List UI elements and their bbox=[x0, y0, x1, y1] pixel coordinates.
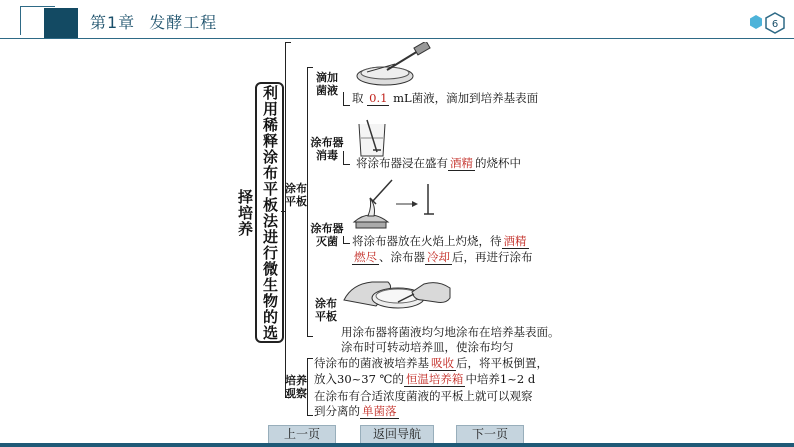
step-label-sterilize: 涂布器 灭菌 bbox=[310, 222, 344, 248]
step-connector bbox=[343, 151, 344, 165]
main-branch-line bbox=[285, 42, 286, 398]
pipette-dish-illustration bbox=[345, 42, 435, 90]
step-tick bbox=[307, 67, 313, 68]
step-text-drop: 取 0.1 mL菌液，滴加到培养基表面 bbox=[352, 91, 539, 105]
blank-answer: 0.1 bbox=[369, 91, 388, 105]
culture-bracket-line bbox=[307, 358, 308, 416]
step-label-disinfect: 涂布器 消毒 bbox=[310, 136, 344, 162]
main-title-box: 利用稀释涂布平板法进行微生物的选择培养 bbox=[255, 82, 284, 343]
step-connector bbox=[343, 92, 344, 106]
culture-label: 培养 观察 bbox=[285, 374, 307, 400]
culture-bracket-tick bbox=[307, 415, 313, 416]
blank-answer: 酒精 bbox=[503, 234, 527, 248]
culture-text-line1: 待涂布的菌液被培养基 吸收 后，将平板倒置， bbox=[314, 356, 548, 370]
blank-answer: 吸收 bbox=[431, 356, 454, 370]
plating-label: 涂布 平板 bbox=[285, 182, 307, 208]
back-to-nav-button[interactable]: 返回导航 bbox=[360, 425, 434, 444]
step-tick bbox=[307, 336, 313, 337]
branch-top-tick bbox=[285, 42, 291, 43]
step-connector bbox=[343, 105, 350, 106]
plating-branch-line bbox=[307, 67, 308, 337]
step-text-sterilize-line1: 将涂布器放在火焰上灼烧，待 酒精 bbox=[352, 234, 527, 248]
next-page-button[interactable]: 下一页 bbox=[456, 425, 524, 444]
prev-page-button[interactable]: 上一页 bbox=[268, 425, 336, 444]
step-label-drop: 滴加 菌液 bbox=[316, 71, 338, 97]
step-label-plating: 涂布 平板 bbox=[315, 297, 337, 323]
footer-bar bbox=[0, 443, 794, 447]
chapter-title: 发酵工程 bbox=[149, 13, 218, 32]
page-number-badge bbox=[764, 12, 786, 34]
step-connector bbox=[343, 164, 350, 165]
chapter-number: 第1章 bbox=[90, 13, 136, 32]
blank-answer: 恒温培养箱 bbox=[405, 372, 464, 386]
page-number: 6 bbox=[771, 19, 779, 30]
culture-text-line3: 在涂布有合适浓度菌液的平板上就可以观察 bbox=[314, 389, 533, 403]
step-text-plating-line2: 涂布时可转动培养皿，使涂布均匀 bbox=[341, 340, 514, 354]
blank-answer: 燃尽 bbox=[354, 250, 377, 264]
blank-answer: 单菌落 bbox=[362, 404, 397, 418]
hands-plating-illustration bbox=[342, 270, 452, 322]
culture-bracket-tick bbox=[307, 358, 313, 359]
blank-answer: 酒精 bbox=[450, 156, 473, 170]
flame-spreader-illustration bbox=[348, 178, 438, 230]
culture-text-line2: 放入30~37 ℃的 恒温培养箱 中培养1~2 d bbox=[314, 372, 536, 386]
step-connector bbox=[343, 243, 350, 244]
header-block-decoration bbox=[44, 8, 78, 38]
step-text-plating-line1: 用涂布器将菌液均匀地涂布在培养基表面。 bbox=[341, 325, 560, 339]
step-text-sterilize-line2: 燃尽 、涂布器 冷却 后，再进行涂布 bbox=[354, 250, 533, 264]
step-text-disinfect: 将涂布器浸在盛有 酒精 的烧杯中 bbox=[356, 156, 521, 170]
beaker-illustration bbox=[355, 118, 389, 160]
hexagon-decoration-icon bbox=[748, 14, 764, 30]
chapter-heading bbox=[90, 10, 217, 33]
blank-answer: 冷却 bbox=[427, 250, 450, 264]
header-divider bbox=[0, 38, 794, 39]
culture-text-line4: 到分离的 单菌落 bbox=[314, 404, 397, 418]
